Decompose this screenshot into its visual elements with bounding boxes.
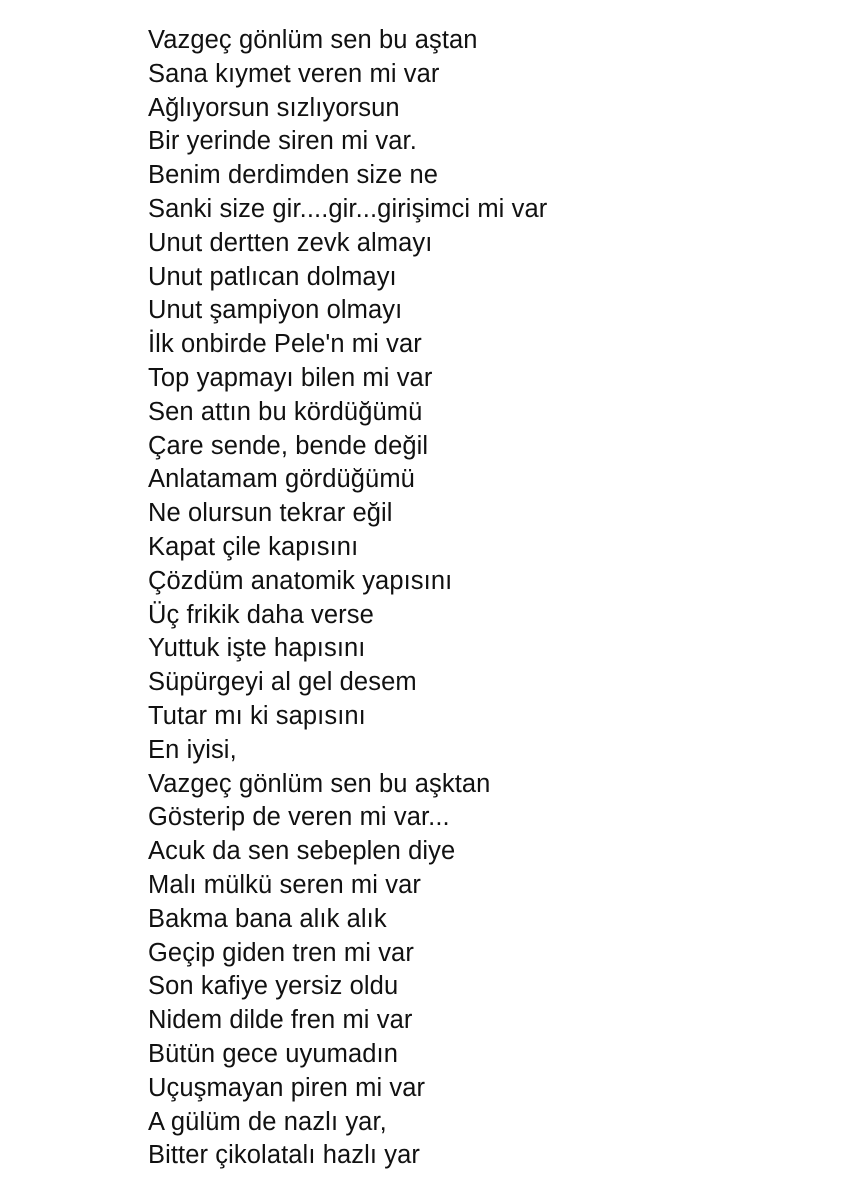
poem-line: Yuttuk işte hapısını — [148, 634, 366, 663]
poem-line: En iyisi, — [148, 735, 237, 764]
poem-line: Çare sende, bende değil — [148, 431, 429, 460]
poem-line: Bakma bana alık alık — [148, 904, 387, 933]
poem-line: Geçip giden tren mi var — [148, 938, 414, 967]
poem-line: Çözdüm anatomik yapısını — [148, 566, 453, 595]
poem-line: Benim derdimden size ne — [148, 161, 439, 190]
poem-line: Ağlıyorsun sızlıyorsun — [148, 93, 400, 122]
poem-line: İlk onbirde Pele'n mi var — [148, 330, 422, 359]
poem-line: A gülüm de nazlı yar, — [148, 1107, 387, 1136]
poem-line: Üç frikik daha verse — [148, 600, 374, 629]
poem-line: Unut patlıcan dolmayı — [148, 262, 397, 291]
poem-line: Nidem dilde fren mi var — [148, 1006, 413, 1035]
poem-line: Sanki size gir....gir...girişimci mi var — [148, 194, 548, 223]
poem-line: Gösterip de veren mi var... — [148, 803, 450, 832]
poem-line: Son kafiye yersiz oldu — [148, 972, 399, 1001]
poem-line: Bir yerinde siren mi var. — [148, 127, 417, 156]
poem-line: Uçuşmayan piren mi var — [148, 1073, 426, 1102]
poem-line: Vazgeç gönlüm sen bu aştan — [148, 26, 478, 54]
poem-line: Tutar mı ki sapısını — [148, 701, 366, 730]
poem-line: Anlatamam gördüğümü — [148, 465, 415, 494]
poem-line: Sana kıymet veren mi var — [148, 59, 440, 88]
poem-line: Sen attın bu kördüğümü — [148, 397, 423, 426]
poem-line: Top yapmayı bilen mi var — [148, 363, 433, 392]
poem-text — [148, 24, 848, 1173]
poem-line: Süpürgeyi al gel desem — [148, 668, 417, 697]
poem-line: Bitter çikolatalı hazlı yar — [148, 1141, 420, 1170]
poem-line: Bütün gece uyumadın — [148, 1039, 398, 1068]
poem-line: Ne olursun tekrar eğil — [148, 499, 393, 528]
poem-line: Unut şampiyon olmayı — [148, 296, 403, 325]
poem-line: Acuk da sen sebeplen diye — [148, 837, 456, 866]
poem-line: Vazgeç gönlüm sen bu aşktan — [148, 769, 491, 798]
poem-line: Kapat çile kapısını — [148, 532, 359, 561]
poem-line: Unut dertten zevk almayı — [148, 228, 433, 257]
poem-line: Malı mülkü seren mi var — [148, 870, 421, 899]
